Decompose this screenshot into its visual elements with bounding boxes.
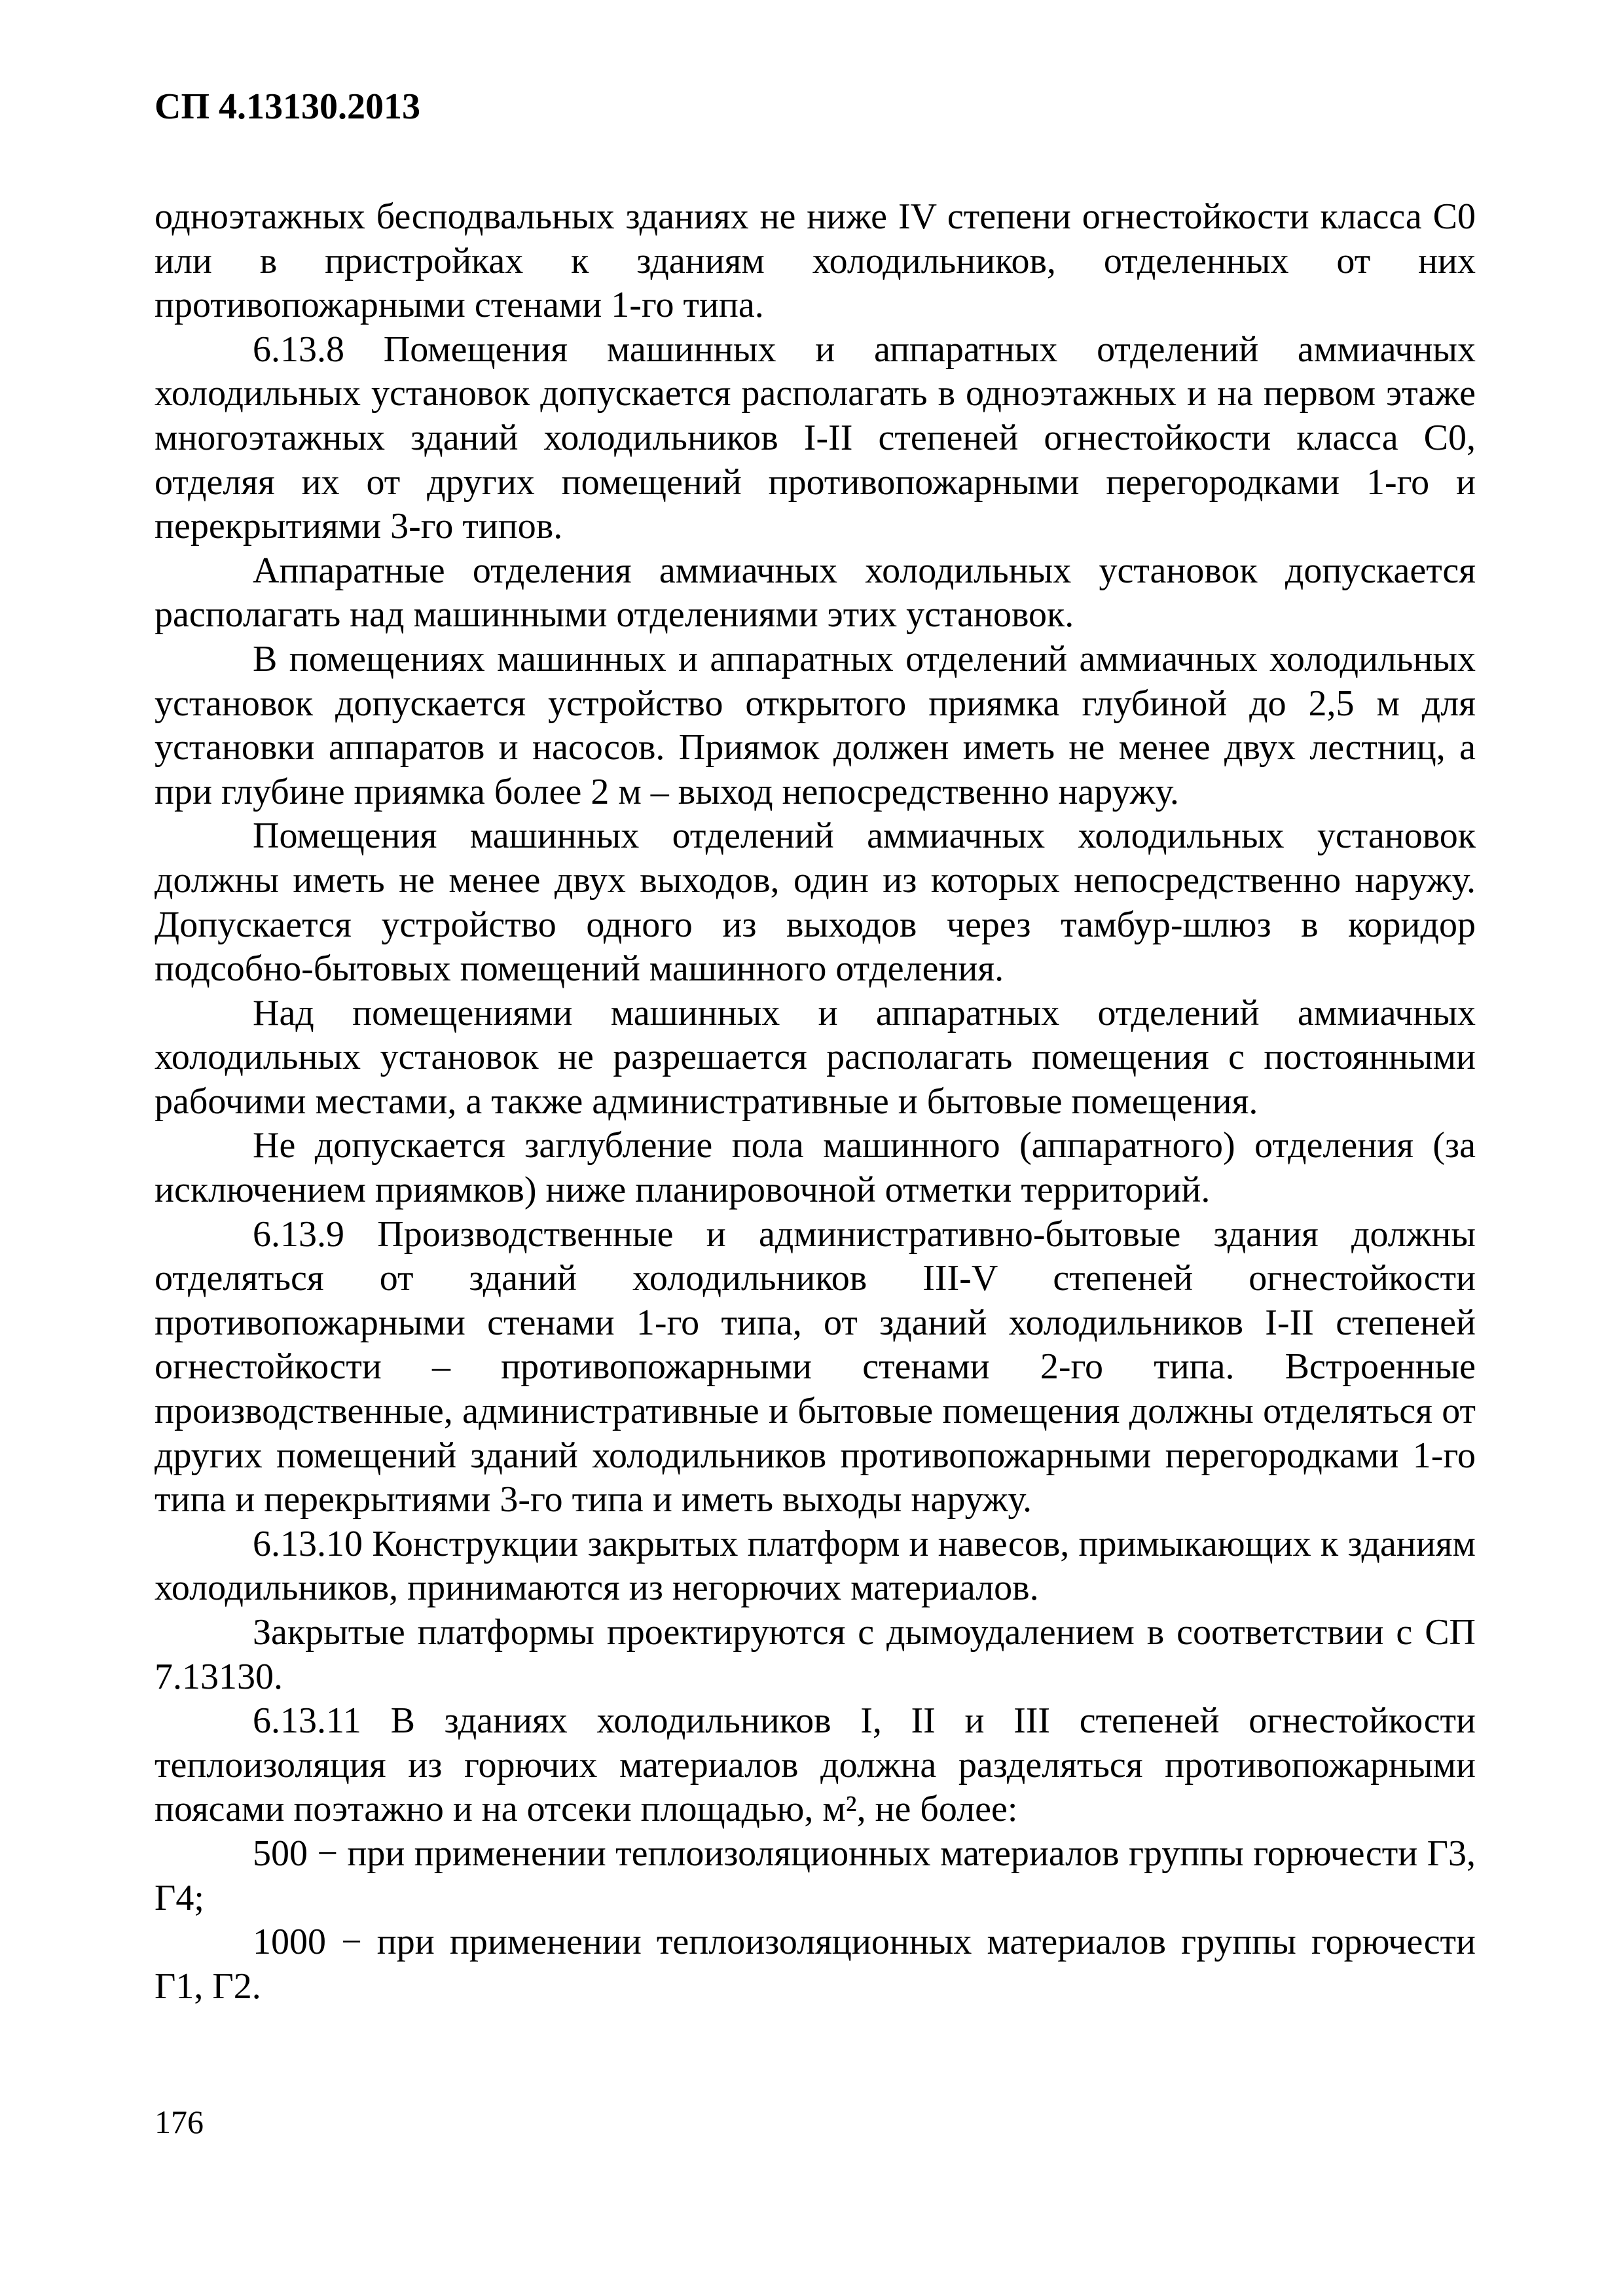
document-body bbox=[155, 195, 1476, 2009]
paragraph-continuation: одноэтажных бесподвальных зданиях не ниже IV степени огнестойкости класса С0 или в пристройках к зданиям холодильников, отделенных от них противопожарными стенами 1-го типа. bbox=[155, 196, 1476, 326]
paragraph-exits: Помещения машинных отделений аммиачных холодильных установок должны иметь не менее двух выходов, один из которых непосредственно наружу. Допускается устройство одного из выходов через тамбур-шлюз в коридор подсобно-бытовых помещений машинного отделения. bbox=[155, 816, 1476, 990]
paragraph-6-13-11: 6.13.11 В зданиях холодильников I, II и III степеней огнестойкости теплоизоляция из горючих материалов должна разделяться противопожарными поясами поэтажно и на отсеки площадью, м², не более: bbox=[155, 1700, 1476, 1830]
paragraph-open-pit: В помещениях машинных и аппаратных отделений аммиачных холодильных установок допускается устройство открытого приямка глубиной до 2,5 м для установки аппаратов и насосов. Приямок должен иметь не менее двух лестниц, а при глубине приямка более 2 м – выход непосредственно наружу. bbox=[155, 638, 1476, 812]
paragraph-6-13-10: 6.13.10 Конструкции закрытых платформ и навесов, примыкающих к зданиям холодильников, принимаются из негорючих материалов. bbox=[155, 1523, 1476, 1609]
paragraph-floor-depth: Не допускается заглубление пола машинного (аппаратного) отделения (за исключением приямков) ниже планировочной отметки территорий. bbox=[155, 1125, 1476, 1211]
paragraph-smoke-removal: Закрытые платформы проектируются с дымоудалением в соответствии с СП 7.13130. bbox=[155, 1612, 1476, 1697]
paragraph-6-13-8: 6.13.8 Помещения машинных и аппаратных отделений аммиачных холодильных установок допускается располагать в одноэтажных и на первом этаже многоэтажных зданий холодильников I-II степеней огнестойкости класса С0, отделяя их от других помещений противопожарными перегородками 1-го и перекрытиями 3-го типов. bbox=[155, 329, 1476, 547]
paragraph-above-rooms: Над помещениями машинных и аппаратных отделений аммиачных холодильных установок не разрешается располагать помещения с постоянными рабочими местами, а также административные и бытовые помещения. bbox=[155, 992, 1476, 1122]
paragraph-6-13-9: 6.13.9 Производственные и административно-бытовые здания должны отделяться от зданий холодильников III-V степеней огнестойкости противопожарными стенами 1-го типа, от зданий холодильников I-II степеней огнестойкости – противопожарными стенами 2-го типа. Встроенные производственные, административные и бытовые помещения должны отделяться от других помещений зданий холодильников противопожарными перегородками 1-го типа и перекрытиями 3-го типа и иметь выходы наружу. bbox=[155, 1213, 1476, 1520]
document-code-header: СП 4.13130.2013 bbox=[155, 86, 420, 127]
paragraph-apparatus-placement: Аппаратные отделения аммиачных холодильных установок допускается располагать над машинными отделениями этих установок. bbox=[155, 550, 1476, 636]
page-number: 176 bbox=[155, 2104, 204, 2140]
paragraph-area-1000: 1000 − при применении теплоизоляционных материалов группы горючести Г1, Г2. bbox=[155, 1922, 1476, 2007]
paragraph-area-500: 500 − при применении теплоизоляционных материалов группы горючести Г3, Г4; bbox=[155, 1833, 1476, 1918]
